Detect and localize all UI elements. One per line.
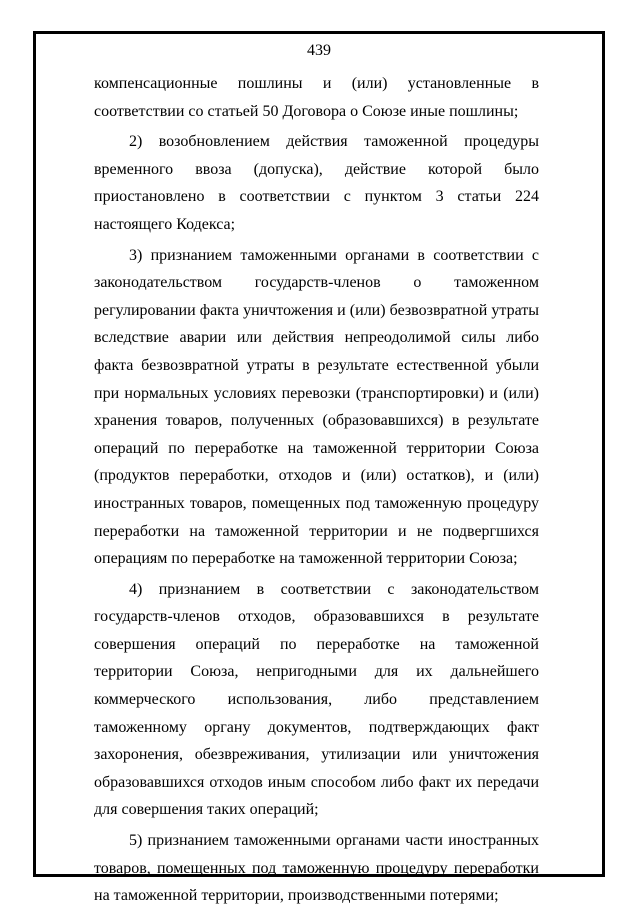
paragraph-item-5: 5) признанием таможенными органами части иностранных товаров, помещенных под таможенную процедуру переработки на таможенной территории, производственными потерями; [94,832,539,905]
page-frame [33,31,605,905]
page-number: 439 [307,42,331,59]
paragraph-item-3: 3) признанием таможенными органами в соответствии с законодательством государств-членов о таможенном регулировании факта уничтожения и (или) безвозвратной утраты вследствие аварии или действия непреодолимой силы либо факта безвозвратной утраты в результате естественной убыли при нормальных условиях перевозки (транспортировки) и (или) хранения товаров, полученных (образовавшихся) в результате операций по переработке на таможенной территории Союза (продуктов переработки, отходов и (или) остатков), и (или) иностранных товаров, помещенных под таможенную процедуру переработки на таможенной территории и не подвергшихся операциям по переработке на таможенной территории Союза; [94,246,539,568]
paragraph-item-2: 2) возобновлением действия таможенной процедуры временного ввоза (допуска), действие которой было приостановлено в соответствии с пунктом 3 статьи 224 настоящего Кодекса; [94,133,539,233]
paragraph-item-4: 4) признанием в соответствии с законодательством государств-членов отходов, образовавшихся в результате совершения операций по переработке на таможенной территории Союза, непригодными для их дальнейшего коммерческого использования, либо представлением таможенному органу документов, подтверждающих факт захоронения, обезвреживания, утилизации или уничтожения образовавшихся отходов иным способом либо факт их передачи для совершения таких операций; [94,580,539,819]
document-body [94,70,539,910]
paragraph-continued: компенсационные пошлины и (или) установленные в соответствии со статьей 50 Договора о Союзе иные пошлины; [94,75,539,120]
